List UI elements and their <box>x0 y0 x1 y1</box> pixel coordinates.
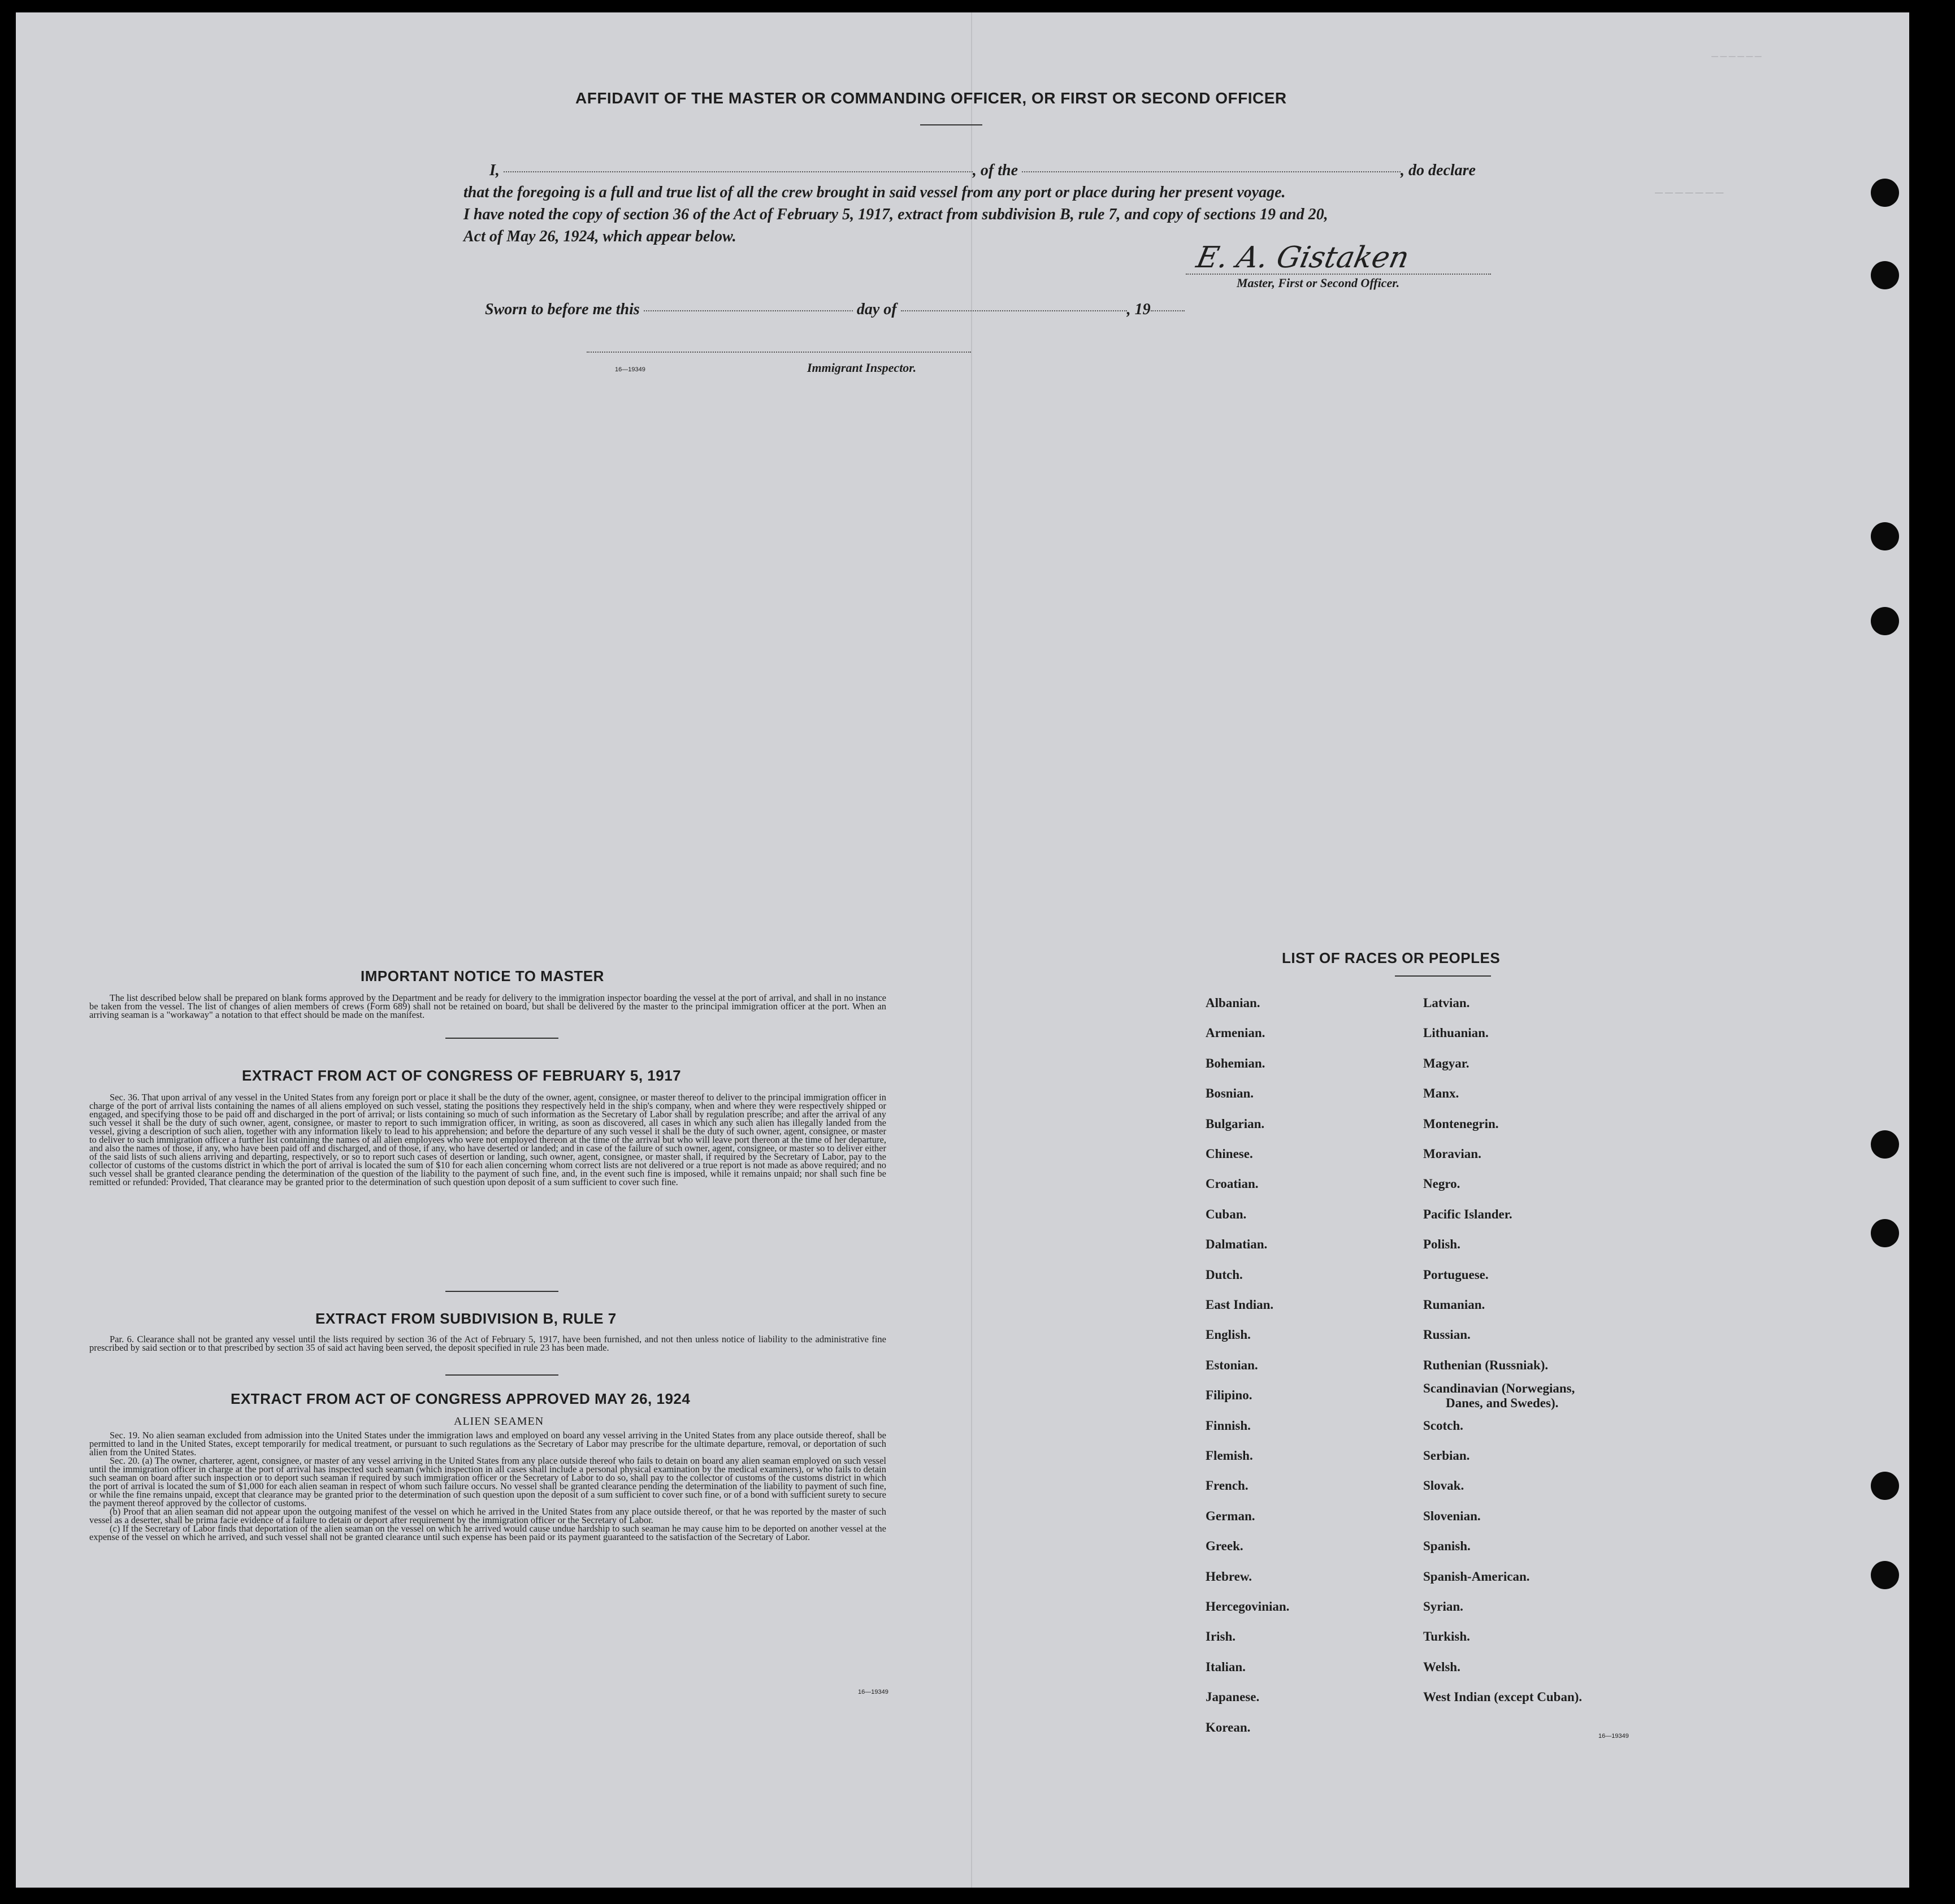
race-item: Japanese. <box>1206 1690 1260 1704</box>
race-item: Portuguese. <box>1423 1268 1489 1282</box>
race-item: Lithuanian. <box>1423 1026 1489 1040</box>
race-item: Irish. <box>1206 1629 1236 1643</box>
race-item: Scandinavian (Norwegians, <box>1423 1381 1575 1395</box>
race-item: German. <box>1206 1509 1255 1523</box>
race-item: Montenegrin. <box>1423 1117 1499 1131</box>
race-item: Russian. <box>1423 1328 1471 1342</box>
race-item: Slovenian. <box>1423 1509 1481 1523</box>
punch-hole-icon <box>1871 522 1899 550</box>
race-item: Ruthenian (Russniak). <box>1423 1358 1549 1372</box>
form-number: 16—19349 <box>858 1689 888 1695</box>
race-item: Hercegovinian. <box>1206 1599 1290 1614</box>
race-item: Spanish. <box>1423 1539 1471 1553</box>
master-officer-label: Master, First or Second Officer. <box>1237 276 1400 290</box>
affidavit-line-3: I have noted the copy of section 36 of the Act of February 5, 1917, extract from subdivision B, rule 7, and copy of sections 19 and 20, <box>463 206 1328 223</box>
bleed-through-text: — — — — — — <box>1711 52 1762 60</box>
sworn-label: Sworn to before me this <box>485 301 640 318</box>
race-item: Bosnian. <box>1206 1086 1254 1100</box>
extract-1924-heading: EXTRACT FROM ACT OF CONGRESS APPROVED MAY 26, 1924 <box>231 1390 691 1407</box>
year-prefix-label: , 19 <box>1126 301 1151 318</box>
inspector-label: Immigrant Inspector. <box>807 361 917 375</box>
races-heading: LIST OF RACES OR PEOPLES <box>1282 949 1501 966</box>
race-item: French. <box>1206 1478 1249 1493</box>
punch-hole-icon <box>1871 1130 1899 1159</box>
race-item: West Indian (except Cuban). <box>1423 1690 1583 1704</box>
race-item: Latvian. <box>1423 996 1470 1010</box>
race-item: Greek. <box>1206 1539 1243 1553</box>
race-item: Hebrew. <box>1206 1569 1252 1584</box>
race-item: Filipino. <box>1206 1388 1252 1402</box>
race-item: Serbian. <box>1423 1448 1470 1463</box>
divider <box>445 1374 558 1376</box>
affidavit-i-label: I, <box>489 162 500 179</box>
race-item: Turkish. <box>1423 1629 1470 1643</box>
race-item: Flemish. <box>1206 1448 1253 1463</box>
race-item: Moravian. <box>1423 1147 1481 1161</box>
race-item: Italian. <box>1206 1660 1246 1674</box>
sworn-line <box>485 301 1185 319</box>
race-item: Slovak. <box>1423 1478 1464 1493</box>
race-item: Pacific Islander. <box>1423 1207 1512 1221</box>
punch-hole-icon <box>1871 607 1899 635</box>
race-item: Korean. <box>1206 1720 1251 1734</box>
race-item: Polish. <box>1423 1237 1460 1251</box>
signature: E. A. Gistaken <box>1193 241 1412 275</box>
race-item: Armenian. <box>1206 1026 1265 1040</box>
race-item: Negro. <box>1423 1177 1460 1191</box>
document-page <box>16 12 1909 1888</box>
signature-line <box>1186 274 1491 275</box>
sworn-year-field[interactable] <box>1151 310 1185 311</box>
divider <box>445 1038 558 1039</box>
affidavit-title: AFFIDAVIT OF THE MASTER OR COMMANDING OFFICER, OR FIRST OR SECOND OFFICER <box>575 89 1287 107</box>
affidavit-line-4: Act of May 26, 1924, which appear below. <box>463 228 736 245</box>
race-item: Bulgarian. <box>1206 1117 1265 1131</box>
divider <box>920 124 982 125</box>
extract-1917-text: Sec. 36. That upon arrival of any vessel in the United States from any foreign port or place it shall be the duty of the owner, agent, consignee, or master thereof to deliver to the principal immigration officer in charge of the port of arrival lists containing the names of all aliens employed on such vessel, stating the positions they respectively held in the ship's company, when and where they were respectively shipped or engaged, and specifying those to be paid off and discharged in the port of arrival; or lists containing so much of such information as the Secretary of Labor shall by regulation prescribe; and after the arrival of any such vessel it shall be the duty of such owner, agent, consignee, or master to report to such immigration officer, in writing, as soon as discovered, all cases in which any such alien has illegally landed from the vessel, giving a description of such alien, together with any information likely to lead to his apprehension; and before the departure of any such vessel it shall be the duty of such owner, agent, consignee, or master to deliver to such immigration officer a further list containing the names of all alien employees who were not employed thereon at the time of the arrival but who will leave port thereon at the time of her departure, and also the names of those, if any, who have been paid off and discharged, and of those, if any, who have deserted or landed; and in case of the failure of such owner, agent, consignee, or master so to deliver either of the said lists of such aliens arriving and departing, respectively, or so to report such cases of desertion or landing, such owner, agent, consignee, or master shall, if required by the Secretary of Labor, pay to the collector of customs of the customs district in which the port of arrival is located the sum of $10 for each alien concerning whom correct lists are not delivered or a true report is not made as above required; and no such vessel shall be granted clearance pending the determination of the question of the liability to the payment of such fine, and, in the event such fine is imposed, while it remains unpaid; nor shall such fine be remitted or refunded: Provided, That clearance may be granted prior to the determination of such question upon deposit of a sum sufficient to cover such fine. <box>89 1092 886 1187</box>
affidavit-line-1 <box>489 162 1476 180</box>
extract-1924-body <box>89 1431 886 1541</box>
race-item: Danes, and Swedes). <box>1446 1396 1559 1410</box>
punch-hole-icon <box>1871 1472 1899 1500</box>
race-item: Syrian. <box>1423 1599 1463 1614</box>
day-of-label: day of <box>856 301 897 318</box>
race-item: Scotch. <box>1423 1419 1463 1433</box>
sec20c-text: (c) If the Secretary of Labor finds that deportation of the alien seaman on the vessel on which he arrived would cause undue hardship to such seaman he may cause him to be deported on another vessel at the expense of the vessel on which he arrived, and such vessel shall not be granted clearance until such expense has been paid or its payment guaranteed to the satisfaction of the Secretary of Labor. <box>89 1523 886 1542</box>
race-item: Croatian. <box>1206 1177 1259 1191</box>
race-item: Manx. <box>1423 1086 1459 1100</box>
sec20a-text: Sec. 20. (a) The owner, charterer, agent, consignee, or master of any vessel arriving in the United States from any place outside thereof who fails to detain on board any alien seaman employed on such vessel until the immigration officer in charge at the port of arrival has inspected such seaman (which inspection in all cases shall include a personal physical examination by the medical examiners), or who fails to detain such seaman on board after such inspection or to deport such seaman if required by such immigration officer or the Secretary of Labor to do so, shall pay to the collector of customs of the customs district in which the port of arrival is located the sum of $1,000 for each alien seaman in respect of whom such failure occurs. No vessel shall be granted clearance pending the determination of the liability to payment of such fine, or while the fine remains unpaid, except that clearance may be granted prior to the determination of such question upon the deposit of a sum sufficient to cover such fine, or of a bond with sufficient surety to secure the payment thereof approved by the collector of customs. <box>89 1455 886 1508</box>
master-name-field[interactable] <box>504 171 973 172</box>
race-item: Magyar. <box>1423 1056 1469 1070</box>
of-the-label: , of the <box>972 162 1018 179</box>
punch-hole-icon <box>1871 261 1899 289</box>
race-item: Cuban. <box>1206 1207 1247 1221</box>
race-item: Estonian. <box>1206 1358 1258 1372</box>
punch-hole-icon <box>1871 179 1899 207</box>
race-item: Chinese. <box>1206 1147 1253 1161</box>
divider <box>1395 975 1491 977</box>
page-fold <box>971 12 972 1888</box>
race-item: Dalmatian. <box>1206 1237 1268 1251</box>
notice-heading: IMPORTANT NOTICE TO MASTER <box>361 968 604 984</box>
race-item: East Indian. <box>1206 1298 1274 1312</box>
race-item: Finnish. <box>1206 1419 1251 1433</box>
sec19-text: Sec. 19. No alien seaman excluded from admission into the United States under the immigration laws and employed on board any vessel arriving in the United States from any place outside thereof, shall be permitted to land in the United States, except temporarily for medical treatment, or pursuant to such regulations as the Secretary of Labor may prescribe for the ultimate departure, removal, or deportation of such alien from the United States. <box>89 1430 886 1458</box>
alien-seamen-subheading: ALIEN SEAMEN <box>454 1415 544 1428</box>
punch-hole-icon <box>1871 1219 1899 1247</box>
punch-hole-icon <box>1871 1561 1899 1589</box>
race-item: Rumanian. <box>1423 1298 1485 1312</box>
form-number: 16—19349 <box>615 366 645 373</box>
bleed-through-text: — — — — — — — <box>1655 188 1724 197</box>
form-number: 16—19349 <box>1598 1733 1629 1740</box>
affidavit-line-2: that the foregoing is a full and true list of all the crew brought in said vessel from any port or place during her present voyage. <box>463 184 1286 201</box>
race-item: Welsh. <box>1423 1660 1460 1674</box>
race-item: Bohemian. <box>1206 1056 1265 1070</box>
race-item: Dutch. <box>1206 1268 1243 1282</box>
race-item: Albanian. <box>1206 996 1260 1010</box>
do-declare-label: , do declare <box>1401 162 1476 179</box>
sworn-day-field[interactable] <box>644 310 853 311</box>
race-item: Spanish-American. <box>1423 1569 1530 1584</box>
race-item: English. <box>1206 1328 1251 1342</box>
extract-1917-heading: EXTRACT FROM ACT OF CONGRESS OF FEBRUARY 5, 1917 <box>242 1067 682 1084</box>
vessel-name-field[interactable] <box>1022 171 1401 172</box>
inspector-signature-line <box>587 352 971 353</box>
divider <box>445 1291 558 1292</box>
extract-rule7-heading: EXTRACT FROM SUBDIVISION B, RULE 7 <box>315 1310 617 1327</box>
sworn-month-field[interactable] <box>901 310 1127 311</box>
sec20b-text: (b) Proof that an alien seaman did not appear upon the outgoing manifest of the vessel on which he arrived in the United States from any place outside thereof, or that he was reported by the master of such vessel as a deserter, shall be prima facie evidence of a failure to detain or deport after requirement by the immigration officer or the Secretary of Labor. <box>89 1506 886 1525</box>
notice-text: The list described below shall be prepared on blank forms approved by the Department and be ready for delivery to the immigration inspector boarding the vessel at the port of arrival, and shall in no instance be taken from the vessel. The list of changes of alien members of crews (Form 689) shall not be retained on board, but shall be delivered by the master to the principal immigration officer at the port. When an arriving seaman is a "workaway" a notation to that effect should be made on the manifest. <box>89 992 886 1020</box>
extract-rule7-text: Par. 6. Clearance shall not be granted any vessel until the lists required by section 36 of the Act of February 5, 1917, have been furnished, and not then unless notice of liability to the administrative fine prescribed by said section or to that prescribed by section 35 of said act having been served, the deposit specified in rule 23 has been made. <box>89 1334 886 1353</box>
